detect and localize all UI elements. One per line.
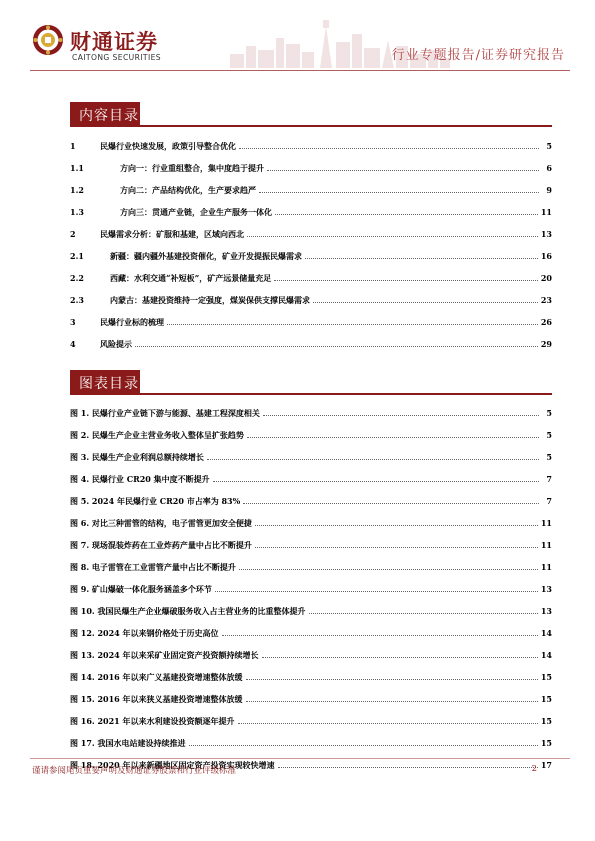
- figure-entry[interactable]: 图 18. 2020 年以来新疆地区固定资产投资实现较快增速 17: [70, 759, 552, 770]
- contents-title: 内容目录: [79, 108, 139, 124]
- figure-entry[interactable]: 图 6. 对比三种雷管的结构，电子雷管更加安全便捷 11: [70, 517, 552, 528]
- toc-entry[interactable]: 1.2 方向二：产品结构优化，生产要求趋严 9: [70, 184, 552, 195]
- figure-entry[interactable]: 图 8. 电子雷管在工业雷管产量中占比不断提升 11: [70, 561, 552, 572]
- report-type-label: 行业专题报告/证券研究报告: [391, 48, 565, 63]
- toc-entry[interactable]: 1.3 方向三：贯通产业链，企业生产服务一体化 11: [70, 206, 552, 217]
- footer-divider: [30, 758, 570, 759]
- figure-entry[interactable]: 图 1. 民爆行业产业链下游与能源、基建工程深度相关 5: [70, 407, 552, 418]
- figure-entry[interactable]: 图 3. 民爆生产企业利润总额持续增长 5: [70, 451, 552, 462]
- figures-list: [70, 402, 552, 776]
- toc-entry[interactable]: 2.1 新疆：疆内疆外基建投资催化，矿业开发提振民爆需求 16: [70, 250, 552, 261]
- figures-heading-rule: [70, 393, 552, 395]
- contents-title-bar: [70, 102, 140, 126]
- toc-entry[interactable]: 1 民爆行业快速发展，政策引导整合优化 5: [70, 140, 552, 151]
- brand-name-cn: 财通证券: [70, 30, 158, 54]
- brand-name-en: CAITONG SECURITIES: [72, 53, 162, 62]
- figure-entry[interactable]: 图 17. 我国水电站建设持续推进 15: [70, 737, 552, 748]
- contents-list: [70, 135, 552, 355]
- figure-entry[interactable]: 图 16. 2021 年以来水利建设投资额逐年提升 15: [70, 715, 552, 726]
- figures-title-bar: [70, 370, 140, 394]
- figure-entry[interactable]: 图 5. 2024 年民爆行业 CR20 市占率为 83% 7: [70, 495, 552, 506]
- toc-entry[interactable]: 2.2 西藏：水利交通“补短板”，矿产远景储量充足 20: [70, 272, 552, 283]
- disclaimer-note: 谨请参阅尾页重要声明及财通证券股票和行业评级标准: [32, 766, 237, 776]
- toc-entry[interactable]: 4 风险提示 29: [70, 338, 552, 349]
- figure-entry[interactable]: 图 12. 2024 年以来钢价格处于历史高位 14: [70, 627, 552, 638]
- page-header: [0, 0, 595, 92]
- figure-entry[interactable]: 图 10. 我国民爆生产企业爆破服务收入占主营业务的比重整体提升 13: [70, 605, 552, 616]
- figure-entry[interactable]: 图 9. 矿山爆破一体化服务涵盖多个环节 13: [70, 583, 552, 594]
- page-number: 2: [531, 764, 537, 774]
- toc-entry[interactable]: 1.1 方向一：行业重组整合，集中度趋于提升 6: [70, 162, 552, 173]
- figure-entry[interactable]: 图 13. 2024 年以来采矿业固定资产投资额持续增长 14: [70, 649, 552, 660]
- caitong-logo-icon: [32, 24, 64, 56]
- figure-entry[interactable]: 图 2. 民爆生产企业主营业务收入整体呈扩张趋势 5: [70, 429, 552, 440]
- figure-entry[interactable]: 图 4. 民爆行业 CR20 集中度不断提升 7: [70, 473, 552, 484]
- toc-entry[interactable]: 2 民爆需求分析：矿服和基建，区域向西北 13: [70, 228, 552, 239]
- figure-entry[interactable]: 图 14. 2016 年以来广义基建投资增速整体放缓 15: [70, 671, 552, 682]
- toc-entry[interactable]: 2.3 内蒙古：基建投资维持一定强度，煤炭保供支撑民爆需求 23: [70, 294, 552, 305]
- toc-entry[interactable]: 3 民爆行业标的梳理 26: [70, 316, 552, 327]
- figure-entry[interactable]: 图 15. 2016 年以来狭义基建投资增速整体放缓 15: [70, 693, 552, 704]
- figure-entry[interactable]: 图 7. 现场混装炸药在工业炸药产量中占比不断提升 11: [70, 539, 552, 550]
- contents-heading-rule: [70, 125, 552, 127]
- header-divider: [30, 70, 570, 71]
- contents-heading: [70, 102, 552, 126]
- figures-title: 图表目录: [79, 376, 139, 392]
- figures-heading: [70, 370, 552, 394]
